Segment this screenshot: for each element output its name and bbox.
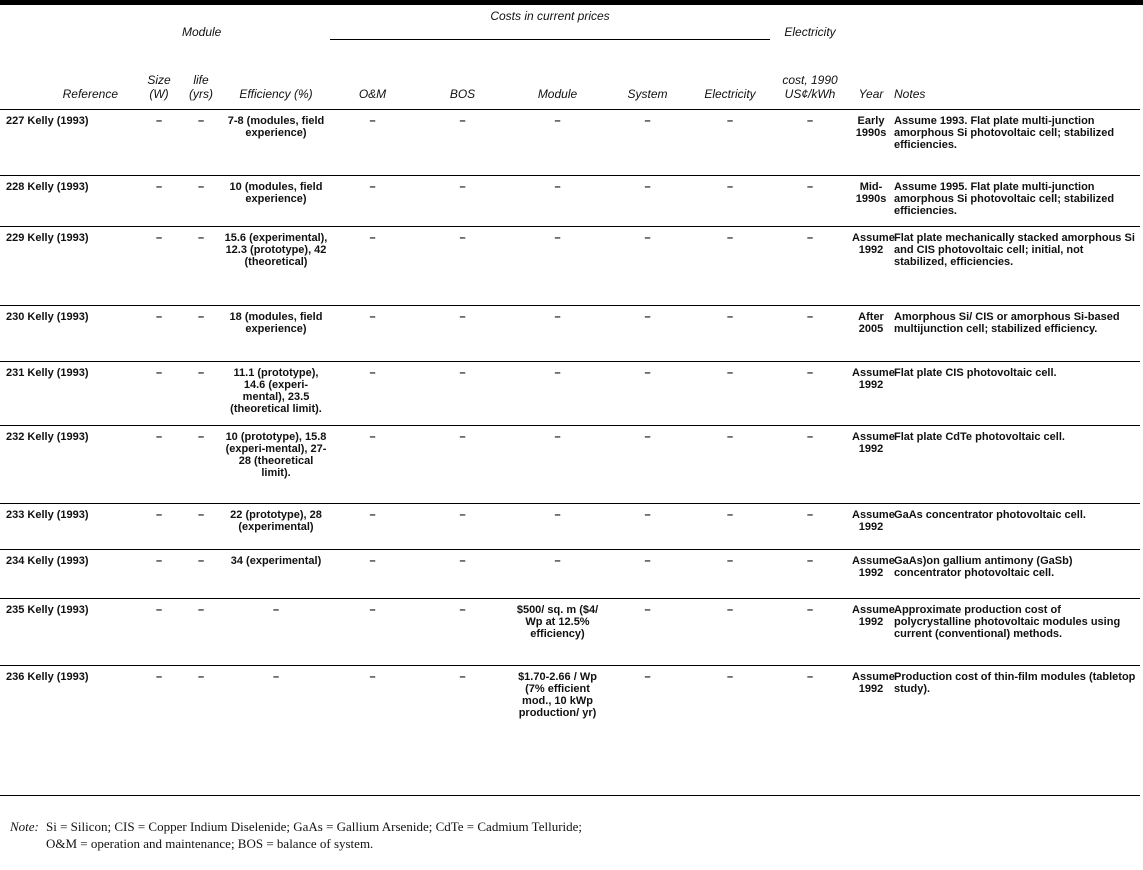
cell-ref: 233 Kelly (1993) <box>0 503 138 549</box>
table-note <box>10 818 582 852</box>
cell-size: – <box>138 549 180 598</box>
cell-notes: GaAs)on gallium antimony (GaSb) concentrator photovoltaic cell. <box>892 549 1140 598</box>
cell-electricity: – <box>690 665 770 795</box>
cell-notes: Production cost of thin-film modules (tabletop study). <box>892 665 1140 795</box>
table-row <box>0 109 1140 175</box>
note-label: Note: <box>10 819 39 834</box>
cell-system: – <box>605 361 690 425</box>
cell-notes: Flat plate mechanically stacked amorphous Si and CIS photovoltaic cell; initial, not stabilized, efficiencies. <box>892 226 1140 305</box>
table-row <box>0 598 1140 665</box>
cell-om: – <box>330 361 415 425</box>
cell-module: – <box>510 425 605 503</box>
cell-cost: – <box>770 305 850 361</box>
cell-ref: 228 Kelly (1993) <box>0 175 138 226</box>
table-row <box>0 305 1140 361</box>
cell-electricity: – <box>690 503 770 549</box>
cell-system: – <box>605 503 690 549</box>
cell-electricity: – <box>690 361 770 425</box>
cell-module: – <box>510 305 605 361</box>
cell-life: – <box>180 503 222 549</box>
cell-om: – <box>330 598 415 665</box>
cell-size: – <box>138 305 180 361</box>
cell-eff: 10 (modules, field experience) <box>222 175 330 226</box>
cell-year: Mid-1990s <box>850 175 892 226</box>
cell-cost: – <box>770 425 850 503</box>
table-row <box>0 361 1140 425</box>
cell-life: – <box>180 175 222 226</box>
cell-cost: – <box>770 361 850 425</box>
cell-om: – <box>330 175 415 226</box>
cell-electricity: – <box>690 598 770 665</box>
cell-cost: – <box>770 175 850 226</box>
cell-module: – <box>510 503 605 549</box>
cell-system: – <box>605 175 690 226</box>
cell-size: – <box>138 425 180 503</box>
cell-electricity: – <box>690 425 770 503</box>
cell-om: – <box>330 665 415 795</box>
cell-bos: – <box>415 598 510 665</box>
cell-eff: 15.6 (experimental), 12.3 (prototype), 42 (theoretical) <box>222 226 330 305</box>
cell-year: Assume 1992 <box>850 665 892 795</box>
col-system: System <box>605 39 690 109</box>
cell-year: Assume 1992 <box>850 361 892 425</box>
cell-size: – <box>138 361 180 425</box>
col-module-life: life (yrs) <box>180 39 222 109</box>
cell-electricity: – <box>690 175 770 226</box>
cell-electricity: – <box>690 226 770 305</box>
cell-ref: 227 Kelly (1993) <box>0 109 138 175</box>
cell-electricity: – <box>690 109 770 175</box>
cell-system: – <box>605 109 690 175</box>
costs-group-header: Costs in current prices <box>330 5 770 39</box>
cell-module: – <box>510 109 605 175</box>
table-row <box>0 665 1140 795</box>
data-table <box>0 5 1140 796</box>
note-line-2: O&M = operation and maintenance; BOS = balance of system. <box>46 836 374 851</box>
cell-life: – <box>180 598 222 665</box>
cell-life: – <box>180 226 222 305</box>
cell-life: – <box>180 109 222 175</box>
cell-system: – <box>605 665 690 795</box>
cell-eff: 10 (prototype), 15.8 (experi-mental), 27-28 (theoretical limit). <box>222 425 330 503</box>
table-row <box>0 226 1140 305</box>
cell-size: – <box>138 598 180 665</box>
table-row <box>0 503 1140 549</box>
table-row <box>0 175 1140 226</box>
cell-bos: – <box>415 361 510 425</box>
cell-module: – <box>510 361 605 425</box>
col-reference: Reference <box>0 39 138 109</box>
cell-notes: Assume 1995. Flat plate multi-junction amorphous Si photovoltaic cell; stabilized efficiencies. <box>892 175 1140 226</box>
cell-bos: – <box>415 425 510 503</box>
cell-cost: – <box>770 109 850 175</box>
cell-life: – <box>180 305 222 361</box>
cell-bos: – <box>415 665 510 795</box>
col-size: Size (W) <box>138 39 180 109</box>
cell-eff: 18 (modules, field experience) <box>222 305 330 361</box>
cell-cost: – <box>770 598 850 665</box>
cell-size: – <box>138 665 180 795</box>
cell-eff: 22 (prototype), 28 (experimental) <box>222 503 330 549</box>
cell-year: After 2005 <box>850 305 892 361</box>
cell-year: Assume 1992 <box>850 549 892 598</box>
cell-module: – <box>510 226 605 305</box>
cell-bos: – <box>415 305 510 361</box>
cell-ref: 229 Kelly (1993) <box>0 226 138 305</box>
cell-ref: 230 Kelly (1993) <box>0 305 138 361</box>
cell-notes: Flat plate CIS photovoltaic cell. <box>892 361 1140 425</box>
cell-electricity: – <box>690 305 770 361</box>
cell-size: – <box>138 503 180 549</box>
cell-ref: 231 Kelly (1993) <box>0 361 138 425</box>
cell-notes: Approximate production cost of polycrystalline photovoltaic modules using current (conventional) methods. <box>892 598 1140 665</box>
note-line-1: Si = Silicon; CIS = Copper Indium Diselenide; GaAs = Gallium Arsenide; CdTe = Cadmium Telluride; <box>46 819 583 834</box>
cell-system: – <box>605 226 690 305</box>
col-bos: BOS <box>415 39 510 109</box>
cell-cost: – <box>770 549 850 598</box>
cell-eff: – <box>222 665 330 795</box>
module-life-top: Module <box>182 25 222 39</box>
cell-size: – <box>138 175 180 226</box>
col-electricity: Electricity <box>690 39 770 109</box>
cell-eff: – <box>222 598 330 665</box>
cell-system: – <box>605 549 690 598</box>
cell-life: – <box>180 361 222 425</box>
col-year: Year <box>850 39 892 109</box>
cell-size: – <box>138 109 180 175</box>
cell-ref: 236 Kelly (1993) <box>0 665 138 795</box>
cell-life: – <box>180 665 222 795</box>
cell-electricity: – <box>690 549 770 598</box>
cell-system: – <box>605 598 690 665</box>
col-module: Module <box>510 39 605 109</box>
cell-bos: – <box>415 226 510 305</box>
cell-om: – <box>330 425 415 503</box>
cell-module: – <box>510 549 605 598</box>
cell-eff: 11.1 (prototype), 14.6 (experi-mental), 23.5 (theoretical limit). <box>222 361 330 425</box>
cell-om: – <box>330 109 415 175</box>
cell-eff: 7-8 (modules, field experience) <box>222 109 330 175</box>
cell-notes: Flat plate CdTe photovoltaic cell. <box>892 425 1140 503</box>
cell-life: – <box>180 425 222 503</box>
cell-om: – <box>330 305 415 361</box>
col-notes: Notes <box>892 39 1140 109</box>
cell-module: $500/ sq. m ($4/ Wp at 12.5% efficiency) <box>510 598 605 665</box>
cell-bos: – <box>415 175 510 226</box>
cell-module: – <box>510 175 605 226</box>
cell-year: Assume 1992 <box>850 226 892 305</box>
cell-om: – <box>330 503 415 549</box>
cell-ref: 232 Kelly (1993) <box>0 425 138 503</box>
cell-om: – <box>330 549 415 598</box>
table-row <box>0 549 1140 598</box>
cell-life: – <box>180 549 222 598</box>
cell-bos: – <box>415 549 510 598</box>
cell-notes: Amorphous Si/ CIS or amorphous Si-based multijunction cell; stabilized efficiency. <box>892 305 1140 361</box>
col-efficiency: Efficiency (%) <box>222 39 330 109</box>
cell-year: Assume 1992 <box>850 503 892 549</box>
cell-eff: 34 (experimental) <box>222 549 330 598</box>
cell-year: Assume 1992 <box>850 598 892 665</box>
cell-bos: – <box>415 109 510 175</box>
cell-cost: – <box>770 665 850 795</box>
cell-year: Assume 1992 <box>850 425 892 503</box>
cell-bos: – <box>415 503 510 549</box>
cell-notes: GaAs concentrator photovoltaic cell. <box>892 503 1140 549</box>
cell-size: – <box>138 226 180 305</box>
elec-cost-top: Electricity <box>784 25 836 39</box>
cell-module: $1.70-2.66 / Wp (7% efficient mod., 10 kWp production/ yr) <box>510 665 605 795</box>
cell-system: – <box>605 305 690 361</box>
cell-year: Early 1990s <box>850 109 892 175</box>
cell-cost: – <box>770 226 850 305</box>
cell-notes: Assume 1993. Flat plate multi-junction amorphous Si photovoltaic cell; stabilized efficiencies. <box>892 109 1140 175</box>
cell-ref: 234 Kelly (1993) <box>0 549 138 598</box>
cell-cost: – <box>770 503 850 549</box>
col-om: O&M <box>330 39 415 109</box>
cell-ref: 235 Kelly (1993) <box>0 598 138 665</box>
cell-om: – <box>330 226 415 305</box>
col-elec-cost: cost, 1990 US¢/kWh <box>770 39 850 109</box>
cell-system: – <box>605 425 690 503</box>
table-row <box>0 425 1140 503</box>
